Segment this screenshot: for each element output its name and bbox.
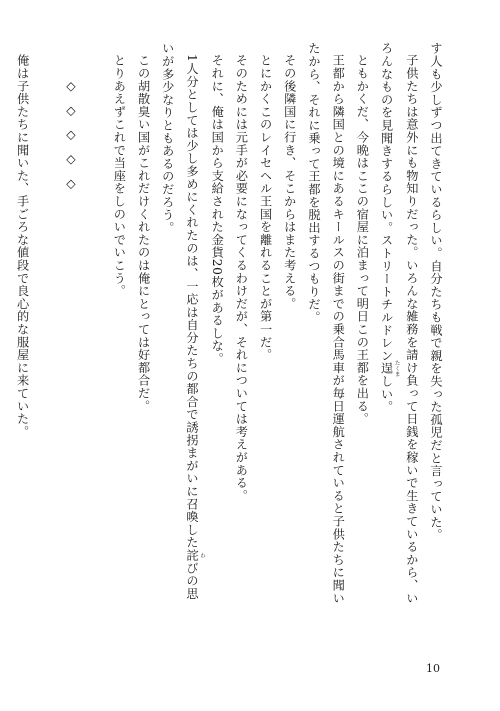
text-line-3 bbox=[374, 42, 399, 664]
ruby-takumashii-base: 逞 bbox=[379, 360, 394, 377]
text-line-10: それに、俺は国から支給された金貨20枚があるしな。 bbox=[210, 54, 225, 366]
ruby-wabi bbox=[184, 548, 205, 562]
text-line-3-body: ろんなものを見聞きするらしい。ストリートチルドレン bbox=[379, 42, 394, 362]
ruby-takumashii-reading: たくま bbox=[393, 360, 400, 377]
text-line-6: たから、それに乗って王都を脱出するつもりだ。 bbox=[306, 42, 321, 324]
text-line-2: 子供たちは意外にも物知りだった。いろんな雑務を請け負って日銭を稼いで生きているから、い bbox=[404, 54, 419, 605]
text-line-13: この胡散臭い国がこれだけくれたのは俺にとっては好都合だ。 bbox=[136, 54, 151, 413]
text-line-7: その後隣国に行き、そこからはまた考える。 bbox=[282, 54, 297, 311]
text-line-11 bbox=[180, 42, 205, 664]
ruby-takumashii bbox=[379, 360, 400, 377]
section-break-diamonds: ◇◇◇◇◇ bbox=[63, 78, 78, 201]
ruby-wabi-base: 詫 bbox=[184, 548, 199, 562]
ruby-wabi-reading: わ bbox=[198, 548, 205, 562]
text-line-4: ともかくだ、今晩はここの宿屋に泊まって明日この王都を出る。 bbox=[355, 54, 370, 426]
ruby-wabi-tail: びの思 bbox=[184, 561, 199, 601]
text-line-8: とにかくこのレイセヘル王国を離れることが第一だ。 bbox=[258, 54, 273, 362]
text-line-9: そのためには元手が必要になってくるわけだが、それについては考えがある。 bbox=[234, 54, 249, 503]
text-line-1: す人も少しずつ出てきているらしい。自分たちも戦で親を失った孤児だと言っていた。 bbox=[429, 42, 443, 542]
text-line-12: いが多少なりともあるのだろう。 bbox=[160, 42, 175, 234]
text-line-16: 俺は子供たちに聞いた、手ごろな値段で良心的な服屋に来ていた。 bbox=[15, 54, 30, 439]
text-line-5: 王都から隣国との境にあるキールスの街までの乗合馬車が毎日運航されていると子供たちに聞い bbox=[331, 54, 346, 605]
page-number: 10 bbox=[426, 662, 440, 675]
text-line-14: とりあえずこれで当座をしのいでいこう。 bbox=[112, 54, 127, 298]
vertical-text-body bbox=[15, 42, 448, 664]
blank-line-2 bbox=[35, 42, 59, 664]
ruby-takumashii-tail: しい。 bbox=[379, 374, 394, 414]
blank-line bbox=[83, 42, 107, 664]
text-line-11-body: 1人分としては少し多めにくれたのは、一応は自分たちの都合で誘拐まがいに召喚した bbox=[184, 54, 199, 549]
